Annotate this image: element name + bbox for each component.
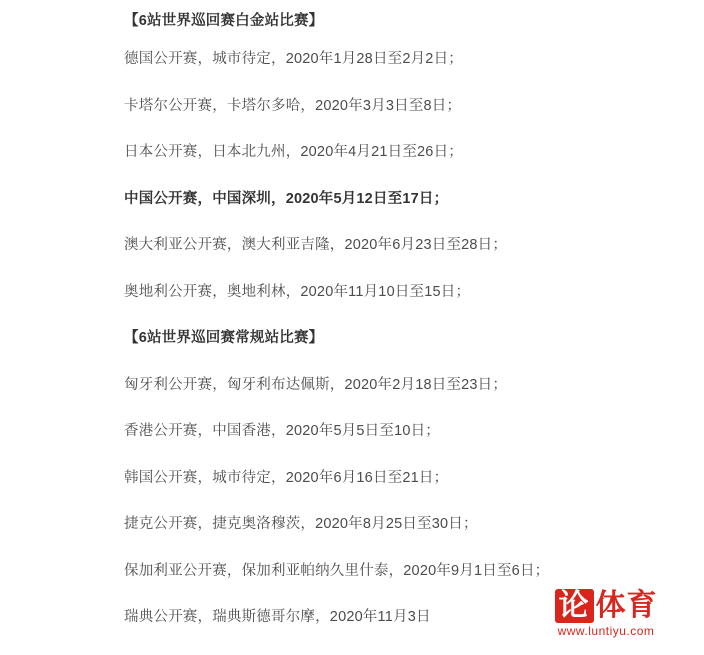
paragraph <box>124 83 704 130</box>
event-line-australia: 澳大利亚公开赛，澳大利亚吉隆，2020年6月23日至28日； <box>124 237 508 254</box>
paragraph <box>124 176 704 223</box>
event-line-bulgaria: 保加利亚公开赛，保加利亚帕纳久里什泰，2020年9月1日至6日； <box>124 562 550 579</box>
section-heading-regular: 【6站世界巡回赛常规站比赛】 <box>124 330 324 347</box>
watermark <box>518 589 694 647</box>
event-line-hongkong: 香港公开赛，中国香港，2020年5月5日至10日； <box>124 423 441 440</box>
event-line-sweden: 瑞典公开赛，瑞典斯德哥尔摩，2020年11月3日 <box>124 609 431 626</box>
watermark-name: 体育 <box>595 589 658 622</box>
paragraph <box>124 36 704 83</box>
event-line-austria: 奥地利公开赛，奥地利林，2020年11月10日至15日； <box>124 283 471 300</box>
paragraph <box>124 0 704 36</box>
event-line-hungary: 匈牙利公开赛，匈牙利布达佩斯，2020年2月18日至23日； <box>124 376 508 393</box>
event-line-czech: 捷克公开赛，捷克奥洛穆茨，2020年8月25日至30日； <box>124 516 478 533</box>
paragraph <box>124 362 704 409</box>
section-heading-platinum: 【6站世界巡回赛白金站比赛】 <box>124 13 324 29</box>
paragraph <box>124 315 704 362</box>
event-line-germany: 德国公开赛，城市待定，2020年1月28日至2月2日； <box>124 51 463 68</box>
paragraph <box>124 222 704 269</box>
paragraph <box>124 548 704 595</box>
event-line-japan: 日本公开赛，日本北九州，2020年4月21日至26日； <box>124 144 463 161</box>
watermark-site: www.luntiyu.com <box>557 624 655 638</box>
event-line-korea: 韩国公开赛，城市待定，2020年6月16日至21日； <box>124 469 449 486</box>
watermark-logo <box>518 589 694 623</box>
paragraph <box>124 129 704 176</box>
paragraph <box>124 408 704 455</box>
paragraph <box>124 501 704 548</box>
watermark-logo-char: 论 <box>555 589 594 623</box>
paragraph <box>124 269 704 316</box>
event-line-qatar: 卡塔尔公开赛，卡塔尔多哈，2020年3月3日至8日； <box>124 97 462 114</box>
event-line-china: 中国公开赛，中国深圳，2020年5月12日至17日； <box>124 190 449 207</box>
paragraph <box>124 455 704 502</box>
